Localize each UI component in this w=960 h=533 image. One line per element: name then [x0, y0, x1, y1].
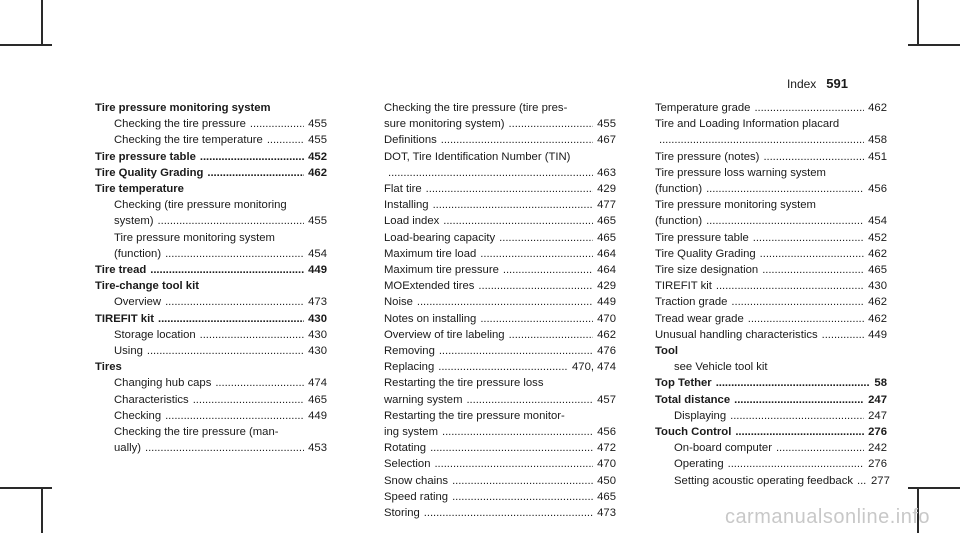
index-entry — [384, 392, 616, 408]
dot-leader — [857, 473, 867, 489]
entry-page-ref[interactable]: 470 — [597, 458, 616, 471]
entry-term: Replacing — [384, 361, 435, 374]
crop-mark — [0, 487, 52, 489]
index-entry — [655, 392, 887, 408]
index-entry — [95, 230, 327, 246]
entry-page-ref[interactable]: 465 — [868, 264, 887, 277]
index-entry — [384, 213, 616, 229]
dot-leader — [165, 294, 304, 310]
index-entry — [384, 408, 616, 424]
entry-term: Tire Quality Grading — [655, 247, 756, 260]
index-entry — [384, 116, 616, 132]
entry-page-ref[interactable]: 451 — [868, 150, 887, 163]
entry-term: Traction grade — [655, 296, 728, 309]
entry-term: Tire pressure table — [95, 150, 196, 163]
dot-leader — [499, 230, 593, 246]
index-entry — [655, 343, 887, 359]
dot-leader — [417, 294, 593, 310]
entry-page-ref[interactable]: 430 — [308, 312, 327, 325]
dot-leader — [659, 132, 864, 148]
entry-term: Characteristics — [114, 393, 189, 406]
index-entry — [655, 213, 887, 229]
entry-term: Tire pressure monitoring system — [95, 102, 271, 114]
dot-leader — [730, 408, 864, 424]
dot-leader — [441, 132, 593, 148]
entry-term: Unusual handling characteristics — [655, 328, 818, 341]
entry-term: Load-bearing capacity — [384, 231, 496, 244]
dot-leader — [760, 246, 864, 262]
entry-term: (function) — [655, 183, 703, 196]
entry-term: Tire and Loading Information placard — [655, 118, 840, 131]
entry-page-ref[interactable]: 462 — [597, 328, 616, 341]
dot-leader — [480, 311, 593, 327]
dot-leader — [250, 116, 304, 132]
entry-page-ref[interactable]: 452 — [868, 231, 887, 244]
index-entry — [384, 489, 616, 505]
entry-term: Top Tether — [655, 377, 712, 390]
index-entry — [95, 116, 327, 132]
index-entry — [384, 311, 616, 327]
dot-leader — [438, 359, 568, 375]
entry-term: Snow chains — [384, 474, 449, 487]
entry-page-ref[interactable]: 462 — [868, 296, 887, 309]
entry-term: Checking the tire pressure — [114, 118, 246, 131]
entry-term: Selection — [384, 458, 431, 471]
index-entry — [95, 278, 327, 294]
entry-page-ref[interactable]: 247 — [868, 409, 887, 422]
entry-term: system) — [114, 215, 154, 228]
entry-term: Tire size designation — [655, 264, 759, 277]
index-entry — [655, 424, 887, 440]
entry-page-ref[interactable]: 473 — [308, 296, 327, 309]
entry-term: Tire-change tool kit — [95, 280, 199, 293]
entry-page-ref[interactable]: 455 — [308, 134, 327, 147]
entry-term: warning system — [384, 393, 463, 406]
dot-leader — [200, 327, 304, 343]
index-entry — [384, 424, 616, 440]
entry-page-ref[interactable]: 277 — [871, 474, 890, 487]
index-entry — [384, 359, 616, 375]
dot-leader — [735, 424, 864, 440]
dot-leader — [728, 456, 865, 472]
dot-leader — [439, 343, 593, 359]
dot-leader — [158, 213, 305, 229]
dot-leader — [706, 181, 864, 197]
index-entry — [384, 230, 616, 246]
index-entry — [655, 246, 887, 262]
index-entry — [95, 197, 327, 213]
entry-page-ref[interactable]: 462 — [868, 102, 887, 114]
entry-page-ref[interactable]: 462 — [868, 247, 887, 260]
entry-page-ref[interactable]: 476 — [597, 345, 616, 358]
index-entry — [384, 505, 616, 521]
dot-leader — [731, 294, 864, 310]
entry-page-ref[interactable]: 463 — [597, 166, 616, 179]
index-entry — [95, 149, 327, 165]
entry-term: Storing — [384, 507, 420, 520]
entry-term: Maximum tire load — [384, 247, 477, 260]
index-entry — [384, 375, 616, 391]
index-entry — [655, 408, 887, 424]
crop-mark — [908, 44, 960, 46]
entry-term: MOExtended tires — [384, 280, 475, 293]
dot-leader — [753, 230, 864, 246]
dot-leader — [748, 311, 864, 327]
entry-page-ref[interactable]: 276 — [868, 458, 887, 471]
index-entry — [655, 132, 887, 148]
index-entry — [655, 327, 887, 343]
entry-page-ref[interactable]: 467 — [597, 134, 616, 147]
index-entry — [384, 294, 616, 310]
entry-term: Notes on installing — [384, 312, 477, 325]
index-entry — [384, 197, 616, 213]
entry-page-ref[interactable]: 449 — [308, 409, 327, 422]
dot-leader — [165, 246, 304, 262]
entry-term: Displaying — [674, 409, 727, 422]
entry-term: Tire pressure monitoring system — [655, 199, 816, 212]
index-column-1 — [95, 100, 327, 456]
entry-term: Checking — [114, 409, 162, 422]
dot-leader — [158, 311, 304, 327]
index-entry — [95, 132, 327, 148]
entry-page-ref[interactable]: 454 — [308, 247, 327, 260]
entry-page-ref[interactable]: 430 — [308, 328, 327, 341]
entry-term: Restarting the tire pressure monitor- — [384, 409, 565, 422]
dot-leader — [443, 213, 593, 229]
dot-leader — [754, 100, 864, 116]
entry-term: Tire pressure monitoring system — [114, 231, 275, 244]
entry-term: Overview of tire labeling — [384, 328, 505, 341]
entry-term: On-board computer — [674, 442, 772, 455]
dot-leader — [706, 213, 864, 229]
dot-leader — [388, 165, 593, 181]
entry-term: Operating — [674, 458, 724, 471]
dot-leader — [207, 165, 304, 181]
dot-leader — [267, 132, 304, 148]
index-entry — [95, 165, 327, 181]
index-entry — [384, 181, 616, 197]
index-entry — [655, 100, 887, 116]
entry-page-ref[interactable]: 430 — [308, 345, 327, 358]
dot-leader — [478, 278, 593, 294]
crop-mark — [908, 487, 960, 489]
dot-leader — [430, 440, 593, 456]
entry-term: Setting acoustic operating feedback — [674, 474, 853, 487]
entry-page-ref[interactable]: 452 — [308, 150, 327, 163]
entry-page-ref[interactable]: 462 — [308, 166, 327, 179]
crop-mark — [41, 487, 43, 533]
index-entry — [95, 294, 327, 310]
entry-page-ref[interactable]: 276 — [868, 426, 887, 439]
entry-term: sure monitoring system) — [384, 118, 505, 131]
entry-term: Definitions — [384, 134, 437, 147]
index-entry — [655, 197, 887, 213]
entry-page-ref[interactable]: 458 — [868, 134, 887, 147]
index-entry — [95, 359, 327, 375]
index-entry — [655, 230, 887, 246]
dot-leader — [716, 278, 864, 294]
entry-page-ref[interactable]: 465 — [597, 490, 616, 503]
entry-page-ref[interactable]: 474 — [308, 377, 327, 390]
dot-leader — [763, 149, 864, 165]
index-entry — [95, 213, 327, 229]
entry-term: Removing — [384, 345, 435, 358]
entry-term: Tire pressure table — [655, 231, 749, 244]
entry-term: Maximum tire pressure — [384, 264, 499, 277]
index-entry — [384, 278, 616, 294]
index-entry — [95, 343, 327, 359]
entry-term: Checking the tire pressure (tire pres- — [384, 102, 568, 114]
dot-leader — [509, 116, 594, 132]
index-entry — [95, 181, 327, 197]
dot-leader — [145, 440, 304, 456]
entry-term: Changing hub caps — [114, 377, 212, 390]
entry-page-ref[interactable]: 454 — [868, 215, 887, 228]
dot-leader — [480, 246, 593, 262]
entry-term: TIREFIT kit — [95, 312, 154, 325]
entry-term: Restarting the tire pressure loss — [384, 377, 544, 390]
index-column-2 — [384, 100, 616, 521]
index-entry — [655, 181, 887, 197]
index-entry — [384, 473, 616, 489]
index-entry — [655, 473, 890, 489]
entry-term: Tire pressure loss warning system — [655, 166, 826, 179]
entry-page-ref[interactable]: 464 — [597, 247, 616, 260]
entry-term: Using — [114, 345, 143, 358]
entry-term: (function) — [114, 247, 162, 260]
entry-term: Load index — [384, 215, 440, 228]
entry-page-ref[interactable]: 242 — [868, 442, 887, 455]
entry-term: Speed rating — [384, 490, 449, 503]
page-number: 591 — [826, 76, 848, 91]
entry-term: Tire temperature — [95, 183, 184, 196]
dot-leader — [147, 343, 304, 359]
index-column-3 — [655, 100, 890, 489]
entry-term: ing system — [384, 426, 438, 439]
dot-leader — [716, 375, 871, 391]
dot-leader — [165, 408, 304, 424]
entry-term: Tool — [655, 345, 679, 358]
index-entry — [384, 132, 616, 148]
crop-mark — [41, 0, 43, 46]
dot-leader — [434, 456, 593, 472]
entry-page-ref[interactable]: 450 — [597, 474, 616, 487]
index-entry — [384, 327, 616, 343]
entry-page-ref[interactable]: 465 — [597, 231, 616, 244]
index-entry — [655, 278, 887, 294]
index-entry — [95, 327, 327, 343]
index-entry — [384, 456, 616, 472]
entry-page-ref[interactable]: 449 — [597, 296, 616, 309]
entry-page-ref[interactable]: 449 — [868, 328, 887, 341]
entry-term: ually) — [114, 442, 141, 455]
entry-term: Noise — [384, 296, 413, 309]
dot-leader — [762, 262, 864, 278]
entry-term: Tire Quality Grading — [95, 166, 204, 179]
index-entry — [655, 311, 887, 327]
entry-page-ref[interactable]: 453 — [308, 442, 327, 455]
dot-leader — [426, 181, 593, 197]
entry-page-ref[interactable]: 465 — [597, 215, 616, 228]
index-entry — [655, 262, 887, 278]
entry-term: TIREFIT kit — [655, 280, 712, 293]
dot-leader — [452, 473, 593, 489]
index-entry — [384, 262, 616, 278]
index-entry — [655, 359, 887, 375]
entry-page-ref[interactable]: 429 — [597, 280, 616, 293]
entry-page-ref[interactable]: 456 — [868, 183, 887, 196]
dot-leader — [776, 440, 864, 456]
index-entry — [384, 165, 616, 181]
entry-page-ref[interactable]: 470 — [597, 312, 616, 325]
entry-page-ref[interactable]: 470, 474 — [572, 361, 616, 374]
index-entry — [384, 343, 616, 359]
crop-mark — [0, 44, 52, 46]
entry-term: Rotating — [384, 442, 427, 455]
index-entry — [384, 246, 616, 262]
watermark: carmanualsonline.info — [724, 506, 930, 528]
entry-term: DOT, Tire Identification Number (TIN) — [384, 150, 571, 163]
entry-page-ref[interactable]: 464 — [597, 264, 616, 277]
index-entry — [95, 375, 327, 391]
entry-term: Tires — [95, 361, 122, 374]
entry-page-ref[interactable]: 465 — [308, 393, 327, 406]
entry-page-ref[interactable]: 477 — [597, 199, 616, 212]
entry-page-ref[interactable]: 456 — [597, 426, 616, 439]
index-entry — [655, 375, 887, 391]
index-entry — [384, 100, 616, 116]
entry-term: Checking (tire pressure monitoring — [114, 199, 287, 212]
entry-page-ref[interactable]: 462 — [868, 312, 887, 325]
index-entry — [655, 440, 887, 456]
entry-page-ref[interactable]: 449 — [308, 264, 327, 277]
entry-page-ref[interactable]: 455 — [597, 118, 616, 131]
entry-page-ref[interactable]: 473 — [597, 507, 616, 520]
entry-term: Checking the tire temperature — [114, 134, 263, 147]
index-entry — [384, 440, 616, 456]
entry-term: Touch Control — [655, 426, 732, 439]
dot-leader — [200, 149, 304, 165]
index-entry — [655, 149, 887, 165]
entry-term: (function) — [655, 215, 703, 228]
dot-leader — [509, 327, 594, 343]
index-entry — [95, 262, 327, 278]
dot-leader — [442, 424, 593, 440]
index-entry — [95, 408, 327, 424]
entry-term: Temperature grade — [655, 102, 751, 114]
dot-leader — [433, 197, 594, 213]
index-entry — [655, 116, 887, 132]
entry-page-ref[interactable]: 472 — [597, 442, 616, 455]
dot-leader — [150, 262, 304, 278]
entry-term: Tire tread — [95, 264, 147, 277]
entry-page-ref[interactable]: 455 — [308, 215, 327, 228]
entry-page-ref[interactable]: 457 — [597, 393, 616, 406]
index-entry — [95, 100, 327, 116]
entry-term: Tire pressure (notes) — [655, 150, 760, 163]
section-title: Index — [786, 77, 817, 91]
entry-term: Storage location — [114, 328, 196, 341]
index-entry — [95, 392, 327, 408]
index-entry — [655, 165, 887, 181]
entry-term: Checking the tire pressure (man- — [114, 426, 279, 439]
dot-leader — [503, 262, 593, 278]
dot-leader — [734, 392, 864, 408]
dot-leader — [466, 392, 593, 408]
entry-page-ref[interactable]: 247 — [868, 393, 887, 406]
page-header — [787, 76, 848, 91]
index-entry — [95, 246, 327, 262]
index-entry — [95, 311, 327, 327]
entry-page-ref[interactable]: 58 — [874, 377, 887, 390]
entry-page-ref[interactable]: 455 — [308, 118, 327, 131]
dot-leader — [424, 505, 593, 521]
entry-term: Overview — [114, 296, 162, 309]
entry-term: Total distance — [655, 393, 731, 406]
entry-term: Tread wear grade — [655, 312, 744, 325]
index-entry — [95, 440, 327, 456]
dot-leader — [193, 392, 304, 408]
entry-term: Installing — [384, 199, 429, 212]
entry-page-ref[interactable]: 430 — [868, 280, 887, 293]
entry-page-ref[interactable]: 429 — [597, 183, 616, 196]
crop-mark — [917, 0, 919, 46]
index-entry — [655, 456, 887, 472]
dot-leader — [215, 375, 304, 391]
entry-term: see Vehicle tool kit — [674, 361, 768, 374]
index-entry — [655, 294, 887, 310]
dot-leader — [452, 489, 593, 505]
dot-leader — [822, 327, 865, 343]
index-entry — [384, 149, 616, 165]
entry-term: Flat tire — [384, 183, 422, 196]
index-entry — [95, 424, 327, 440]
